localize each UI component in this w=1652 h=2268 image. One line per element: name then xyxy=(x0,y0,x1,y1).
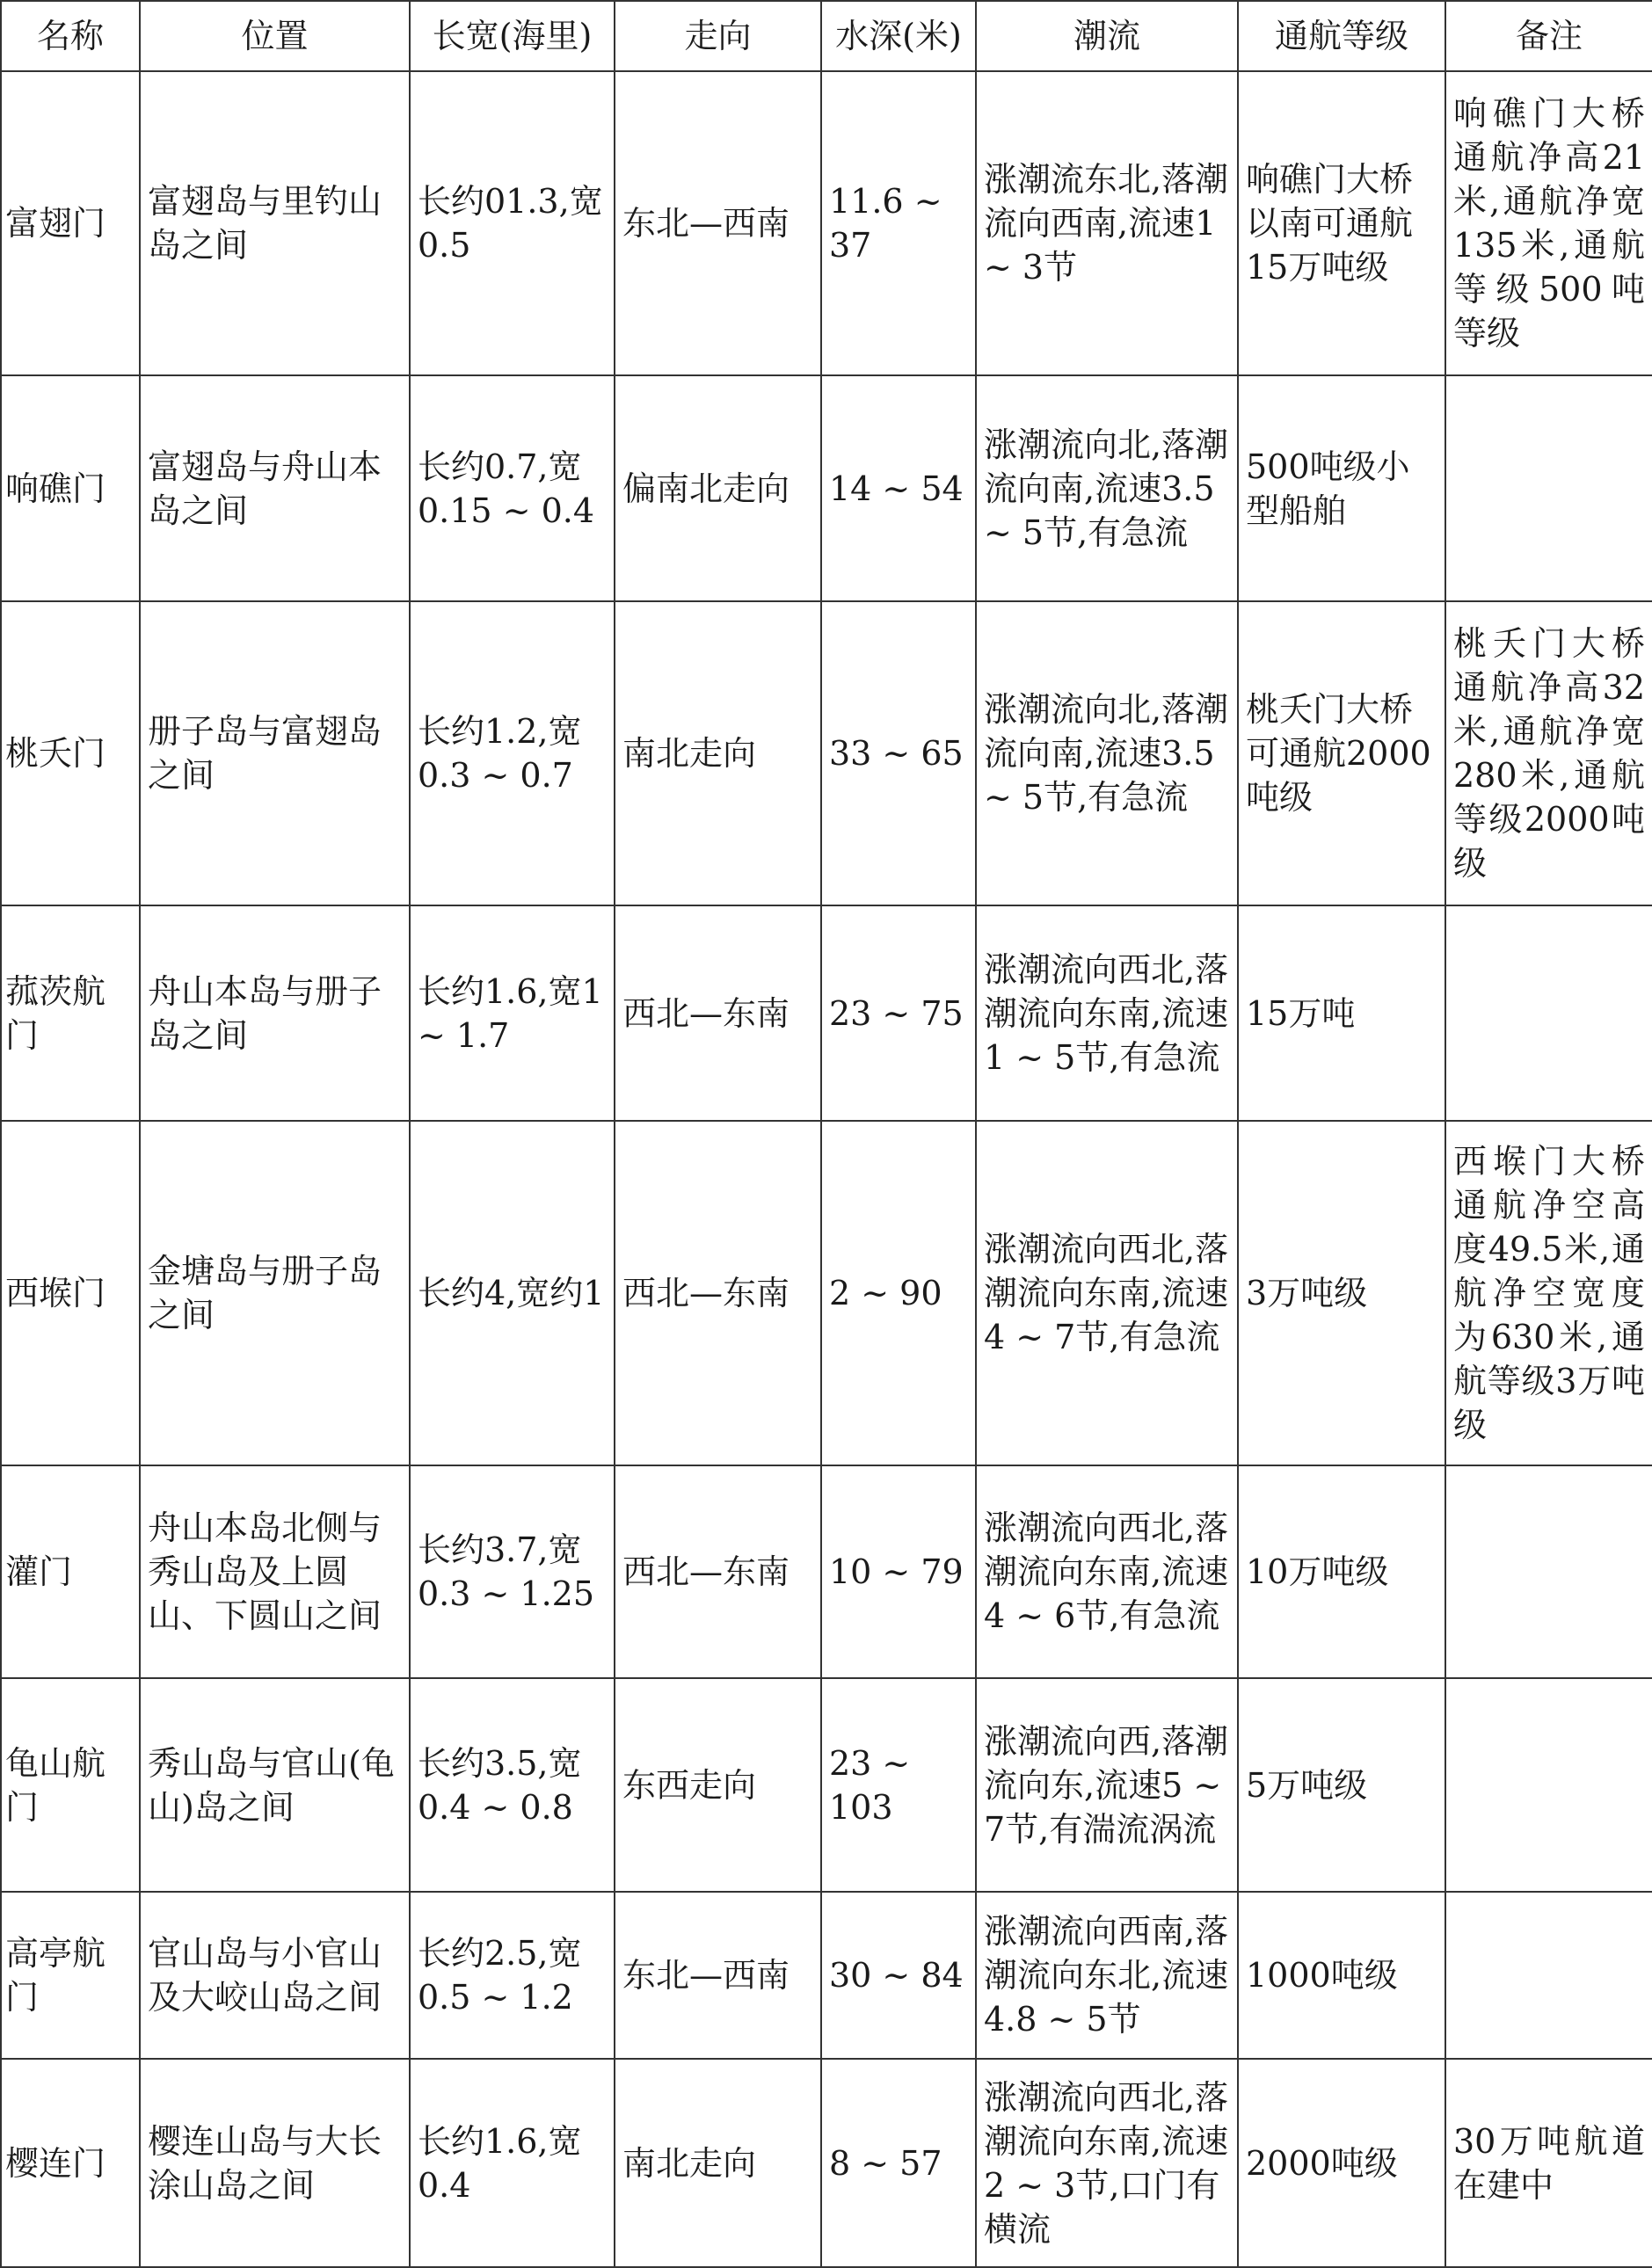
cell-location: 舟山本岛与册子岛之间 xyxy=(140,905,410,1121)
cell-grade: 1000吨级 xyxy=(1238,1892,1445,2059)
cell-tide: 涨潮流东北,落潮流向西南,流速1 ~ 3节 xyxy=(976,71,1238,375)
cell-direction: 东北—西南 xyxy=(615,1892,821,2059)
cell-location: 金塘岛与册子岛之间 xyxy=(140,1121,410,1465)
cell-grade: 桃夭门大桥可通航2000吨级 xyxy=(1238,601,1445,905)
table-row xyxy=(1,905,1652,1121)
cell-grade: 3万吨级 xyxy=(1238,1121,1445,1465)
cell-location: 秀山岛与官山(龟山)岛之间 xyxy=(140,1678,410,1892)
cell-tide: 涨潮流向西北,落潮流向东南,流速4 ~ 7节,有急流 xyxy=(976,1121,1238,1465)
cell-tide: 涨潮流向西,落潮流向东,流速5 ~ 7节,有湍流涡流 xyxy=(976,1678,1238,1892)
cell-name: 灌门 xyxy=(1,1465,140,1678)
cell-size: 长约1.6,宽0.4 xyxy=(410,2059,615,2267)
cell-grade: 15万吨 xyxy=(1238,905,1445,1121)
cell-direction: 西北—东南 xyxy=(615,1121,821,1465)
cell-name: 菰茨航门 xyxy=(1,905,140,1121)
cell-tide: 涨潮流向西北,落潮流向东南,流速4 ~ 6节,有急流 xyxy=(976,1465,1238,1678)
cell-name: 西堠门 xyxy=(1,1121,140,1465)
cell-direction: 偏南北走向 xyxy=(615,375,821,601)
table-row xyxy=(1,375,1652,601)
cell-name: 响礁门 xyxy=(1,375,140,601)
header-note: 备注 xyxy=(1445,1,1652,71)
cell-location: 官山岛与小官山及大峧山岛之间 xyxy=(140,1892,410,2059)
cell-tide: 涨潮流向西南,落潮流向东北,流速4.8 ~ 5节 xyxy=(976,1892,1238,2059)
cell-name: 樱连门 xyxy=(1,2059,140,2267)
cell-size: 长约01.3,宽0.5 xyxy=(410,71,615,375)
cell-location: 富翅岛与舟山本岛之间 xyxy=(140,375,410,601)
cell-tide: 涨潮流向西北,落潮流向东南,流速2 ~ 3节,口门有横流 xyxy=(976,2059,1238,2267)
cell-note xyxy=(1445,1678,1652,1892)
cell-name: 富翅门 xyxy=(1,71,140,375)
cell-name: 桃夭门 xyxy=(1,601,140,905)
header-grade: 通航等级 xyxy=(1238,1,1445,71)
cell-depth: 10 ~ 79 xyxy=(821,1465,976,1678)
cell-note xyxy=(1445,375,1652,601)
header-name: 名称 xyxy=(1,1,140,71)
header-direction: 走向 xyxy=(615,1,821,71)
cell-location: 舟山本岛北侧与秀山岛及上圆山、下圆山之间 xyxy=(140,1465,410,1678)
cell-depth: 23 ~ 103 xyxy=(821,1678,976,1892)
cell-location: 册子岛与富翅岛之间 xyxy=(140,601,410,905)
table-row xyxy=(1,1121,1652,1465)
cell-size: 长约3.5,宽0.4 ~ 0.8 xyxy=(410,1678,615,1892)
header-tide: 潮流 xyxy=(976,1,1238,71)
cell-note xyxy=(1445,1465,1652,1678)
cell-size: 长约4,宽约1 xyxy=(410,1121,615,1465)
cell-size: 长约2.5,宽0.5 ~ 1.2 xyxy=(410,1892,615,2059)
cell-depth: 11.6 ~ 37 xyxy=(821,71,976,375)
cell-direction: 东北—西南 xyxy=(615,71,821,375)
cell-depth: 2 ~ 90 xyxy=(821,1121,976,1465)
cell-grade: 500吨级小型船舶 xyxy=(1238,375,1445,601)
cell-location: 富翅岛与里钓山岛之间 xyxy=(140,71,410,375)
cell-tide: 涨潮流向西北,落潮流向东南,流速1 ~ 5节,有急流 xyxy=(976,905,1238,1121)
cell-size: 长约0.7,宽0.15 ~ 0.4 xyxy=(410,375,615,601)
cell-depth: 8 ~ 57 xyxy=(821,2059,976,2267)
cell-direction: 南北走向 xyxy=(615,601,821,905)
cell-grade: 10万吨级 xyxy=(1238,1465,1445,1678)
header-location: 位置 xyxy=(140,1,410,71)
cell-location: 樱连山岛与大长涂山岛之间 xyxy=(140,2059,410,2267)
cell-grade: 响礁门大桥以南可通航15万吨级 xyxy=(1238,71,1445,375)
cell-size: 长约1.6,宽1 ~ 1.7 xyxy=(410,905,615,1121)
header-row xyxy=(1,1,1652,71)
cell-direction: 东西走向 xyxy=(615,1678,821,1892)
table-row xyxy=(1,1465,1652,1678)
table-row xyxy=(1,71,1652,375)
cell-tide: 涨潮流向北,落潮流向南,流速3.5 ~ 5节,有急流 xyxy=(976,601,1238,905)
cell-grade: 2000吨级 xyxy=(1238,2059,1445,2267)
cell-note: 响礁门大桥通航净高21米,通航净宽135米,通航等级500吨等级 xyxy=(1445,71,1652,375)
table-row xyxy=(1,1892,1652,2059)
cell-note: 30万吨航道在建中 xyxy=(1445,2059,1652,2267)
cell-note: 桃夭门大桥通航净高32米,通航净宽280米,通航等级2000吨级 xyxy=(1445,601,1652,905)
cell-name: 龟山航门 xyxy=(1,1678,140,1892)
cell-note xyxy=(1445,1892,1652,2059)
table-row xyxy=(1,1678,1652,1892)
cell-note xyxy=(1445,905,1652,1121)
cell-grade: 5万吨级 xyxy=(1238,1678,1445,1892)
cell-direction: 南北走向 xyxy=(615,2059,821,2267)
cell-depth: 14 ~ 54 xyxy=(821,375,976,601)
cell-depth: 30 ~ 84 xyxy=(821,1892,976,2059)
cell-note: 西堠门大桥通航净空高度49.5米,通航净空宽度为630米,通航等级3万吨级 xyxy=(1445,1121,1652,1465)
header-depth: 水深(米) xyxy=(821,1,976,71)
cell-name: 高亭航门 xyxy=(1,1892,140,2059)
cell-direction: 西北—东南 xyxy=(615,905,821,1121)
header-size: 长宽(海里) xyxy=(410,1,615,71)
table-row xyxy=(1,601,1652,905)
cell-depth: 23 ~ 75 xyxy=(821,905,976,1121)
cell-size: 长约3.7,宽0.3 ~ 1.25 xyxy=(410,1465,615,1678)
cell-size: 长约1.2,宽0.3 ~ 0.7 xyxy=(410,601,615,905)
table-row xyxy=(1,2059,1652,2267)
cell-direction: 西北—东南 xyxy=(615,1465,821,1678)
cell-tide: 涨潮流向北,落潮流向南,流速3.5 ~ 5节,有急流 xyxy=(976,375,1238,601)
cell-depth: 33 ~ 65 xyxy=(821,601,976,905)
